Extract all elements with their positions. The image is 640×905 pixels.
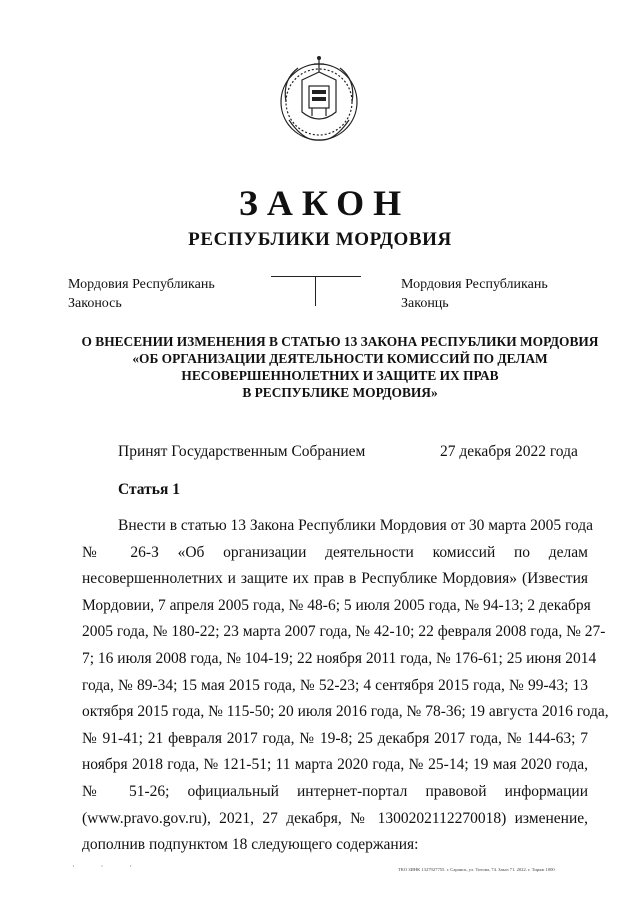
paragraph-line: года, № 89-34; 15 мая 2015 года, № 52-23; 4 сентября 2015 года, № 99-43; 13 bbox=[82, 676, 588, 694]
law-subtitle: РЕСПУБЛИКИ МОРДОВИЯ bbox=[188, 229, 452, 250]
adoption-label: Принят Государственным Собранием bbox=[118, 443, 366, 460]
print-code: ТКО ЗИНК 1327927755. г. Саранск, ул. Титова, 74. Заказ 71. 2022. г. Тираж 1000 bbox=[398, 867, 555, 872]
paragraph-line: № 91-41; 21 февраля 2017 года, № 19-8; 25 декабря 2017 года, № 144-63; 7 bbox=[82, 729, 588, 747]
paragraph-line: ноября 2018 года, № 121-51; 11 марта 2020 года, № 25-14; 19 мая 2020 года, bbox=[82, 756, 588, 774]
article-title: Статья 1 bbox=[118, 481, 180, 498]
divider-tick bbox=[315, 276, 316, 306]
divider-line bbox=[271, 276, 361, 277]
paragraph-line: несовершеннолетних и защите их прав в Республике Мордовия» (Известия bbox=[82, 570, 588, 588]
paragraph-line: дополнив подпунктом 18 следующего содержания: bbox=[82, 836, 419, 854]
paragraph-line: октября 2015 года, № 115-50; 20 июля 2016 года, № 78-36; 19 августа 2016 года, bbox=[82, 703, 609, 721]
paragraph-line: № 51-26; официальный интернет-портал правовой информации bbox=[82, 782, 588, 800]
document-heading bbox=[60, 333, 620, 401]
heading-line-3: НЕСОВЕРШЕННОЛЕТНИХ И ЗАЩИТЕ ИХ ПРАВ bbox=[181, 368, 499, 383]
moksha-right-line-1: Мордовия Республикань bbox=[401, 277, 548, 292]
coat-of-arms-icon bbox=[274, 50, 364, 150]
paragraph-line: Внести в статью 13 Закона Республики Мордовия от 30 марта 2005 года bbox=[118, 517, 594, 534]
moksha-right-line-2: Законць bbox=[401, 296, 449, 311]
law-title: ЗАКОН bbox=[238, 183, 411, 223]
heading-line-1: О ВНЕСЕНИИ ИЗМЕНЕНИЯ В СТАТЬЮ 13 ЗАКОНА РЕСПУБЛИКИ МОРДОВИЯ bbox=[81, 334, 599, 349]
moksha-heading-right bbox=[401, 275, 548, 313]
article-paragraph bbox=[82, 513, 609, 859]
adoption-date: 27 декабря 2022 года bbox=[440, 443, 578, 460]
paragraph-line: № 26-З «Об организации деятельности комиссий по делам bbox=[82, 543, 588, 561]
scan-specks: · · · bbox=[72, 862, 144, 871]
erzya-left-line-1: Мордовия Республикань bbox=[68, 277, 215, 292]
heading-line-2: «ОБ ОРГАНИЗАЦИИ ДЕЯТЕЛЬНОСТИ КОМИССИЙ ПО ДЕЛАМ bbox=[132, 351, 548, 366]
heading-line-4: В РЕСПУБЛИКЕ МОРДОВИЯ» bbox=[242, 385, 438, 400]
paragraph-line: Мордовии, 7 апреля 2005 года, № 48-6; 5 июля 2005 года, № 94-13; 2 декабря bbox=[82, 596, 591, 614]
erzya-heading-left bbox=[68, 275, 215, 313]
erzya-left-line-2: Законось bbox=[68, 296, 122, 311]
paragraph-line: 7; 16 июля 2008 года, № 104-19; 22 ноября 2011 года, № 176-61; 25 июня 2014 bbox=[82, 649, 597, 667]
paragraph-line: 2005 года, № 180-22; 23 марта 2007 года, № 42-10; 22 февраля 2008 года, № 27- bbox=[82, 623, 606, 641]
paragraph-line: (www.pravo.gov.ru), 2021, 27 декабря, № 1300202112270018) изменение, bbox=[82, 809, 588, 827]
